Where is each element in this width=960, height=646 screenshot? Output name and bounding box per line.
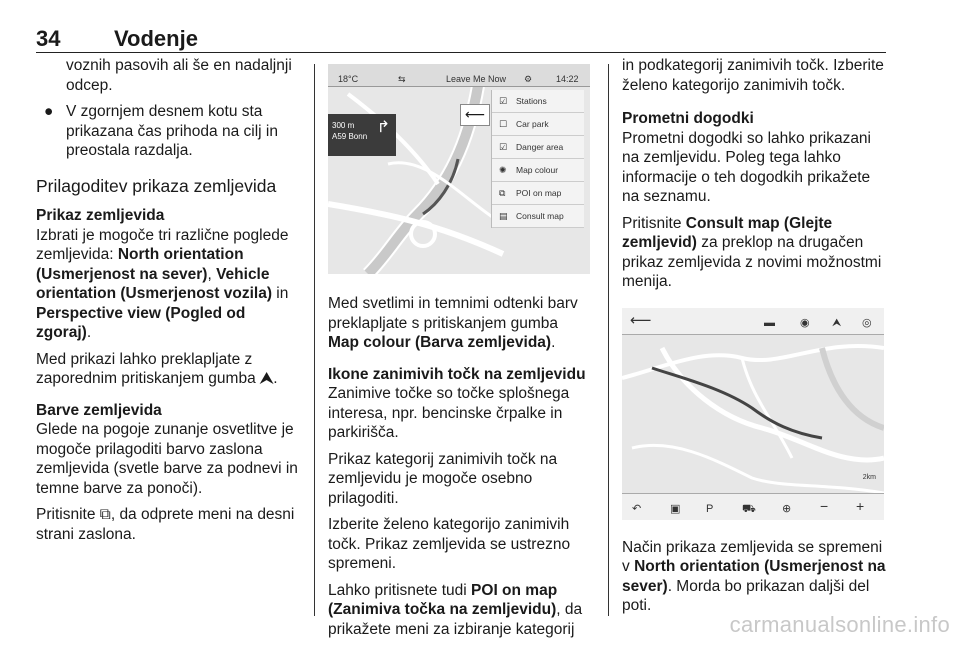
fuel-icon[interactable]: ▣ xyxy=(670,502,681,515)
leave-me-now-button[interactable]: Leave Me Now xyxy=(446,74,507,84)
clock: 14:22 xyxy=(556,74,579,84)
screenshot-map-menu xyxy=(328,64,590,274)
column-1 xyxy=(36,56,302,551)
paragraph-map-views: Izbrati je mogoče tri različne poglede zemljevida: North orientation (Usmerjenost na sever), Vehicle orientation (Usmerjenost vozila) in Perspective view (Pogled od zgoraj). xyxy=(36,226,289,341)
paragraph-poi-sub: in podkategorij zanimivih točk. Izberite želeno kategorijo zanimivih točk. xyxy=(622,57,884,94)
subheading-poi-icons: Ikone zanimivih točk na zemljevidu xyxy=(328,365,586,383)
paragraph-map-colours: Glede na pogoje zunanje osvetlitve je mogoče prilagoditi barvo zaslona zemljevida (svetle barve za podnevi in temne barve za ponoči). xyxy=(36,421,298,497)
subheading-map-view: Prikaz zemljevida xyxy=(36,207,165,224)
usb-icon: ⇆ xyxy=(398,74,406,84)
map-list-icon: ▤ xyxy=(499,211,508,221)
paragraph-traffic: Prometni dogodki so lahko prikazani na zemljevidu. Poleg tega lahko informacije o teh dogodkih prikažete na seznamu. xyxy=(622,129,871,205)
turn-road: A59 Bonn xyxy=(332,132,368,141)
status-bar xyxy=(328,64,590,87)
menu-item-danger-area[interactable]: ☑ Danger area xyxy=(492,136,584,159)
column-2 xyxy=(328,56,590,646)
chapter-title: Vodenje xyxy=(114,26,198,51)
footer-watermark: carmanualsonline.info xyxy=(729,612,950,637)
orientation-icon: ⮝ xyxy=(260,370,274,387)
list-icon[interactable]: ▬ xyxy=(764,316,775,329)
bullet-text: V zgornjem desnem kotu sta prikazana čas prihoda na cilj in preostala razdalja. xyxy=(66,103,278,159)
zoom-out-button[interactable]: − xyxy=(820,497,829,514)
temperature: 18°C xyxy=(338,74,359,84)
poi-icon: ⧉ xyxy=(499,188,506,198)
menu-item-map-colour[interactable]: ✺ Map colour xyxy=(492,159,584,182)
checkbox-checked-icon: ☑ xyxy=(499,142,508,152)
center-icon[interactable]: ⊕ xyxy=(782,502,792,515)
paragraph-consult-map: Pritisnite Consult map (Glejte zemljevid) za preklop na drugačen prikaz zemljevida z novimi možnostmi menija. xyxy=(622,214,882,290)
paragraph-poi-select: Izberite želeno kategorijo zanimivih točk. Prikaz zemljevida se ustrezno spremeni. xyxy=(328,516,571,572)
sun-icon: ✺ xyxy=(499,165,507,175)
scale-label: 2km xyxy=(862,474,876,481)
subheading-traffic: Prometni dogodki xyxy=(622,110,754,127)
page-number: 34 xyxy=(36,26,61,51)
paragraph-open-menu: Pritisnite ⧉, da odprete meni na desni strani zaslona. xyxy=(36,506,295,543)
zoom-in-button[interactable]: + xyxy=(856,497,865,514)
map-bottom-toolbar xyxy=(622,493,884,520)
column-divider xyxy=(608,64,609,616)
menu-icon: ⧉ xyxy=(99,506,111,523)
paragraph-map-colour-toggle: Med svetlimi in temnimi odtenki barv preklapljate s pritiskanjem gumba Map colour (Barva zemljevida). xyxy=(328,295,578,351)
back-button[interactable]: ⟵ xyxy=(630,311,652,329)
screenshot-consult-map xyxy=(622,308,884,520)
paragraph-poi-custom: Prikaz kategorij zanimivih točk na zemljevidu je mogoče osebno prilagoditi. xyxy=(328,450,558,507)
continued-text: voznih pasovih ali še en nadaljnji odcep. xyxy=(66,57,292,94)
north-arrow-icon[interactable]: ⮝ xyxy=(832,316,842,329)
turn-right-icon: ↱ xyxy=(376,119,390,136)
bullet-item xyxy=(36,102,302,161)
paragraph-poi-menu: Lahko pritisnete tudi POI on map (Zanimiva točka na zemljevidu), da prikažete meni za izbiranje kategorij xyxy=(328,581,583,638)
gear-icon[interactable]: ⚙ xyxy=(524,74,533,84)
menu-item-stations[interactable]: ☑ Stations xyxy=(492,90,584,113)
page-header xyxy=(36,26,886,53)
back-button[interactable]: ⟵ xyxy=(460,104,490,126)
map-top-toolbar xyxy=(622,308,884,335)
turn-distance: 300 m xyxy=(332,121,355,130)
column-divider xyxy=(314,64,315,616)
checkbox-empty-icon: ☐ xyxy=(499,119,508,129)
menu-item-poi-on-map[interactable]: ⧉ POI on map xyxy=(492,182,584,205)
section-heading: Prilagoditev prikaza zemljevida xyxy=(36,175,277,196)
paragraph-toggle-view: Med prikazi lahko preklapljate z zaporednim pritiskanjem gumba ⮝. xyxy=(36,350,278,387)
vehicle-icon[interactable]: ⛟ xyxy=(742,502,756,515)
menu-item-car-park[interactable]: ☐ Car park xyxy=(492,113,584,136)
menu-item-consult-map[interactable]: ▤ Consult map xyxy=(492,205,584,228)
target-icon[interactable]: ◎ xyxy=(862,316,872,329)
north-map-drawing xyxy=(622,308,884,520)
bullet-dot-icon: ● xyxy=(44,103,54,120)
turn-instruction xyxy=(328,114,396,156)
map-side-menu xyxy=(491,90,584,228)
paragraph-poi-def: Zanimive točke so točke splošnega interesa, npr. bencinske črpalke in parkirišča. xyxy=(328,385,570,441)
subheading-map-colours: Barve zemljevida xyxy=(36,401,162,419)
paragraph-north-orientation: Način prikaza zemljevida se spremeni v North orientation (Usmerjenost na sever). Morda bo prikazan daljši del poti. xyxy=(622,538,886,614)
parking-icon[interactable]: P xyxy=(706,502,714,515)
column-3 xyxy=(622,56,888,623)
undo-icon[interactable]: ↶ xyxy=(632,502,642,515)
traffic-icon[interactable]: ◉ xyxy=(800,316,810,329)
checkbox-checked-icon: ☑ xyxy=(499,96,508,106)
